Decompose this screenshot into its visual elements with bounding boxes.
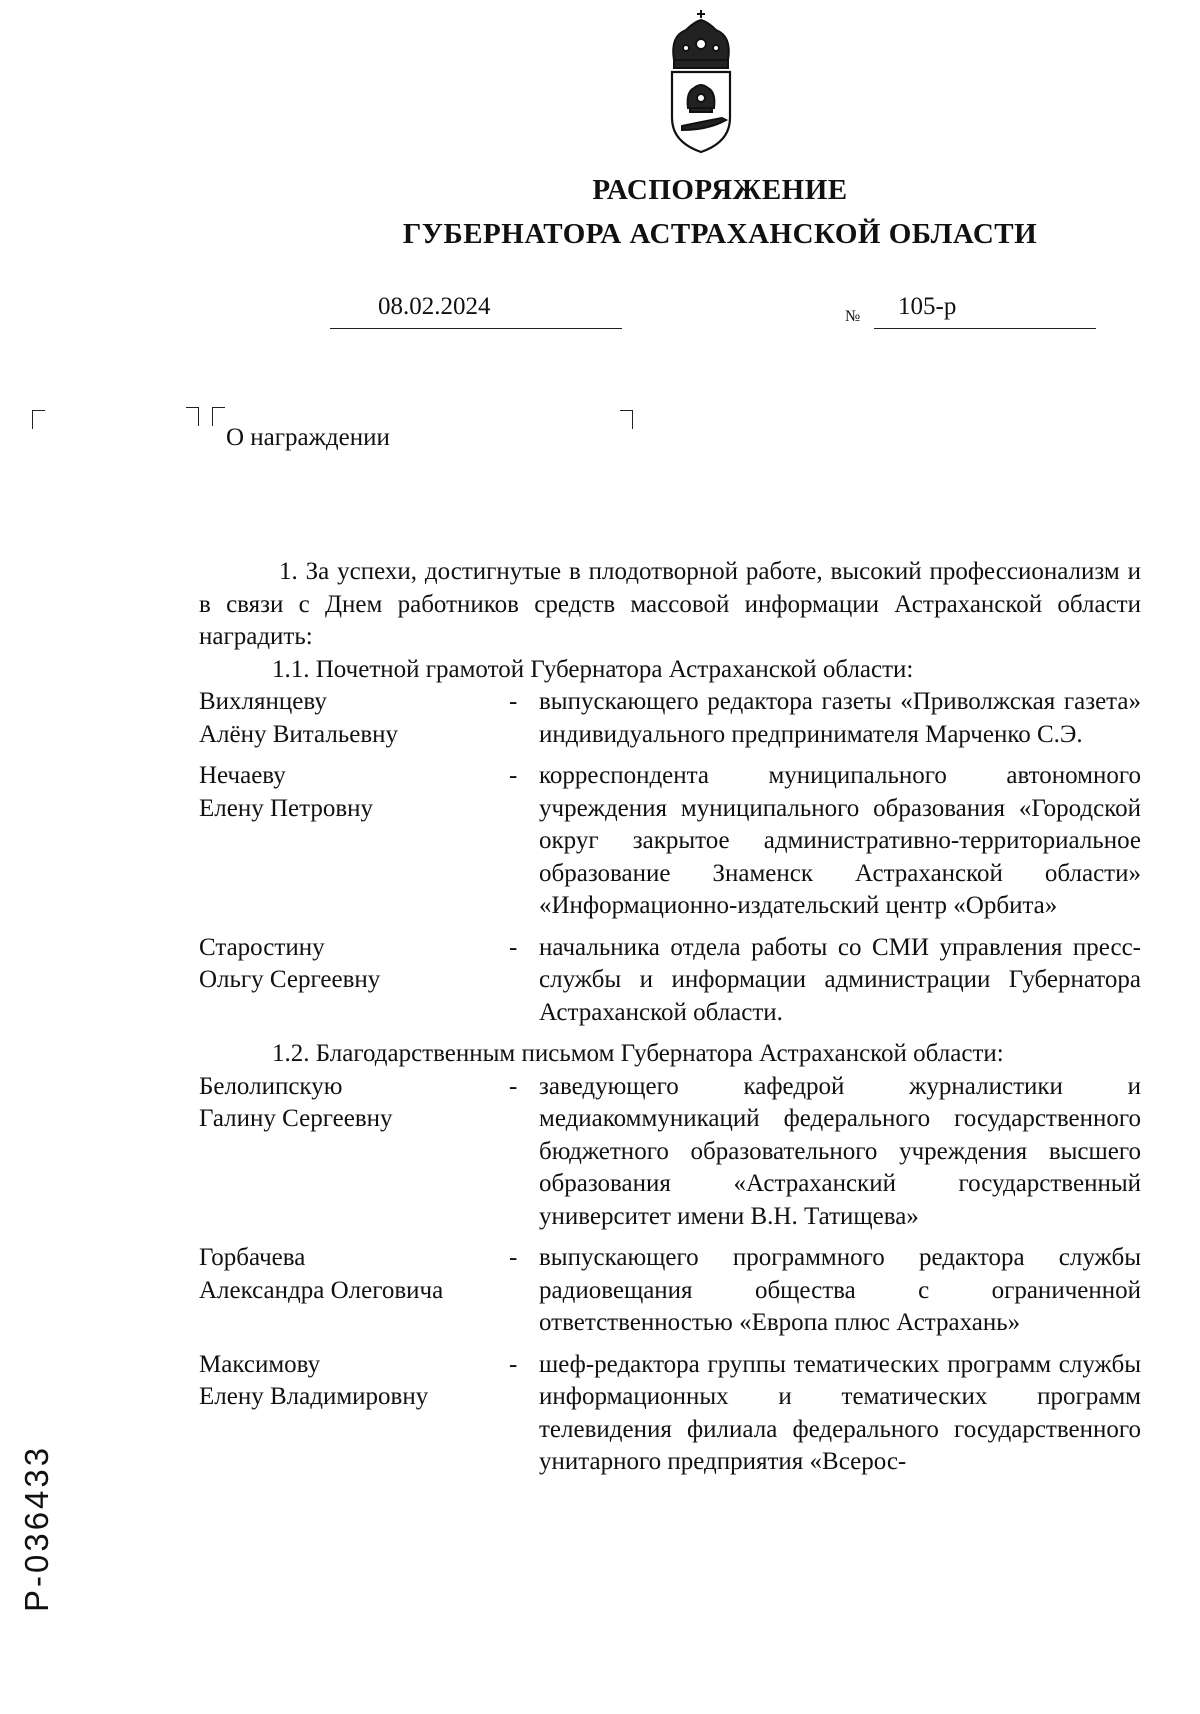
document-issuer: ГУБЕРНАТОРА АСТРАХАНСКОЙ ОБЛАСТИ — [402, 218, 1038, 250]
awardee-name: Максимову Елену Владимировну — [199, 1350, 429, 1410]
margin-corner-mark — [32, 410, 45, 429]
dash-separator: - — [509, 762, 518, 789]
dash-separator: - — [509, 1072, 518, 1100]
dash-separator: - — [509, 688, 518, 715]
registration-number: Р-036433 — [18, 1444, 55, 1612]
awardee-position: заведующего кафедрой журналистики и медиакоммуникаций федерального государственного бюджетного образовательного учреждения высшего образования «Астраханский государственный университет имени В.Н. Татищева» — [539, 1072, 1141, 1230]
dash-separator: - — [509, 1244, 518, 1271]
subject-corner-mark — [620, 410, 633, 429]
awardee-name: Белолипскую Галину Сергеевну — [199, 1072, 393, 1132]
awardee-position: начальника отдела работы со СМИ управления пресс-службы и информации администрации Губернатора Астраханской области. — [539, 933, 1141, 1026]
document-number: 105-р — [898, 293, 957, 320]
dash-separator: - — [509, 1350, 518, 1378]
number-sign: № — [845, 308, 861, 325]
awardee-row — [199, 686, 1141, 751]
document-title: РАСПОРЯЖЕНИЕ — [592, 174, 848, 206]
awardee-position: корреспондента муниципального автономного учреждения муниципального образования «Городской округ закрытое административно-территориальное образование Знаменск Астраханской области» «Информационно-издательский центр «Орбита» — [539, 762, 1141, 919]
dash-separator: - — [509, 933, 518, 961]
number-underline — [874, 328, 1096, 329]
awardee-row — [199, 760, 1141, 923]
document-body — [199, 556, 1141, 1488]
date-underline — [330, 328, 622, 329]
award-paragraph: 1. За успехи, достигнутые в плодотворной работе, высокий профессионализм и в связи с Днем работников средств массовой информации Астраханской области наградить: — [199, 558, 1141, 650]
document-date: 08.02.2024 — [378, 293, 491, 320]
awardee-position: выпускающего программного редактора службы радиовещания общества с ограниченной ответственностью «Европа плюс Астрахань» — [539, 1244, 1141, 1336]
awardee-name: Вихлянцеву Алёну Витальевну — [199, 688, 399, 748]
awardee-name: Горбачева Александра Олеговича — [199, 1244, 444, 1304]
subject-corner-mark — [212, 407, 225, 426]
awardee-name: Нечаеву Елену Петровну — [199, 762, 374, 822]
section-heading: 1.1. Почетной грамотой Губернатора Астраханской области: — [272, 655, 914, 683]
awardee-row — [199, 1349, 1141, 1479]
awardee-position: выпускающего редактора газеты «Приволжская газета» индивидуального предпринимателя Марченко С.Э. — [539, 688, 1141, 748]
awardee-position: шеф-редактора группы тематических программ службы информационных и тематических программ телевидения филиала федерального государственного унитарного предприятия «Всерос- — [539, 1350, 1141, 1475]
awardee-row — [199, 932, 1141, 1030]
document-subject: О награждении — [226, 424, 390, 451]
awardee-name: Старостину Ольгу Сергеевну — [199, 933, 381, 993]
awardee-row — [199, 1071, 1141, 1234]
subject-corner-mark — [186, 407, 199, 426]
awardee-row — [199, 1242, 1141, 1340]
section-heading: 1.2. Благодарственным письмом Губернатора Астраханской области: — [272, 1040, 1004, 1067]
coat-of-arms-icon — [660, 8, 742, 156]
